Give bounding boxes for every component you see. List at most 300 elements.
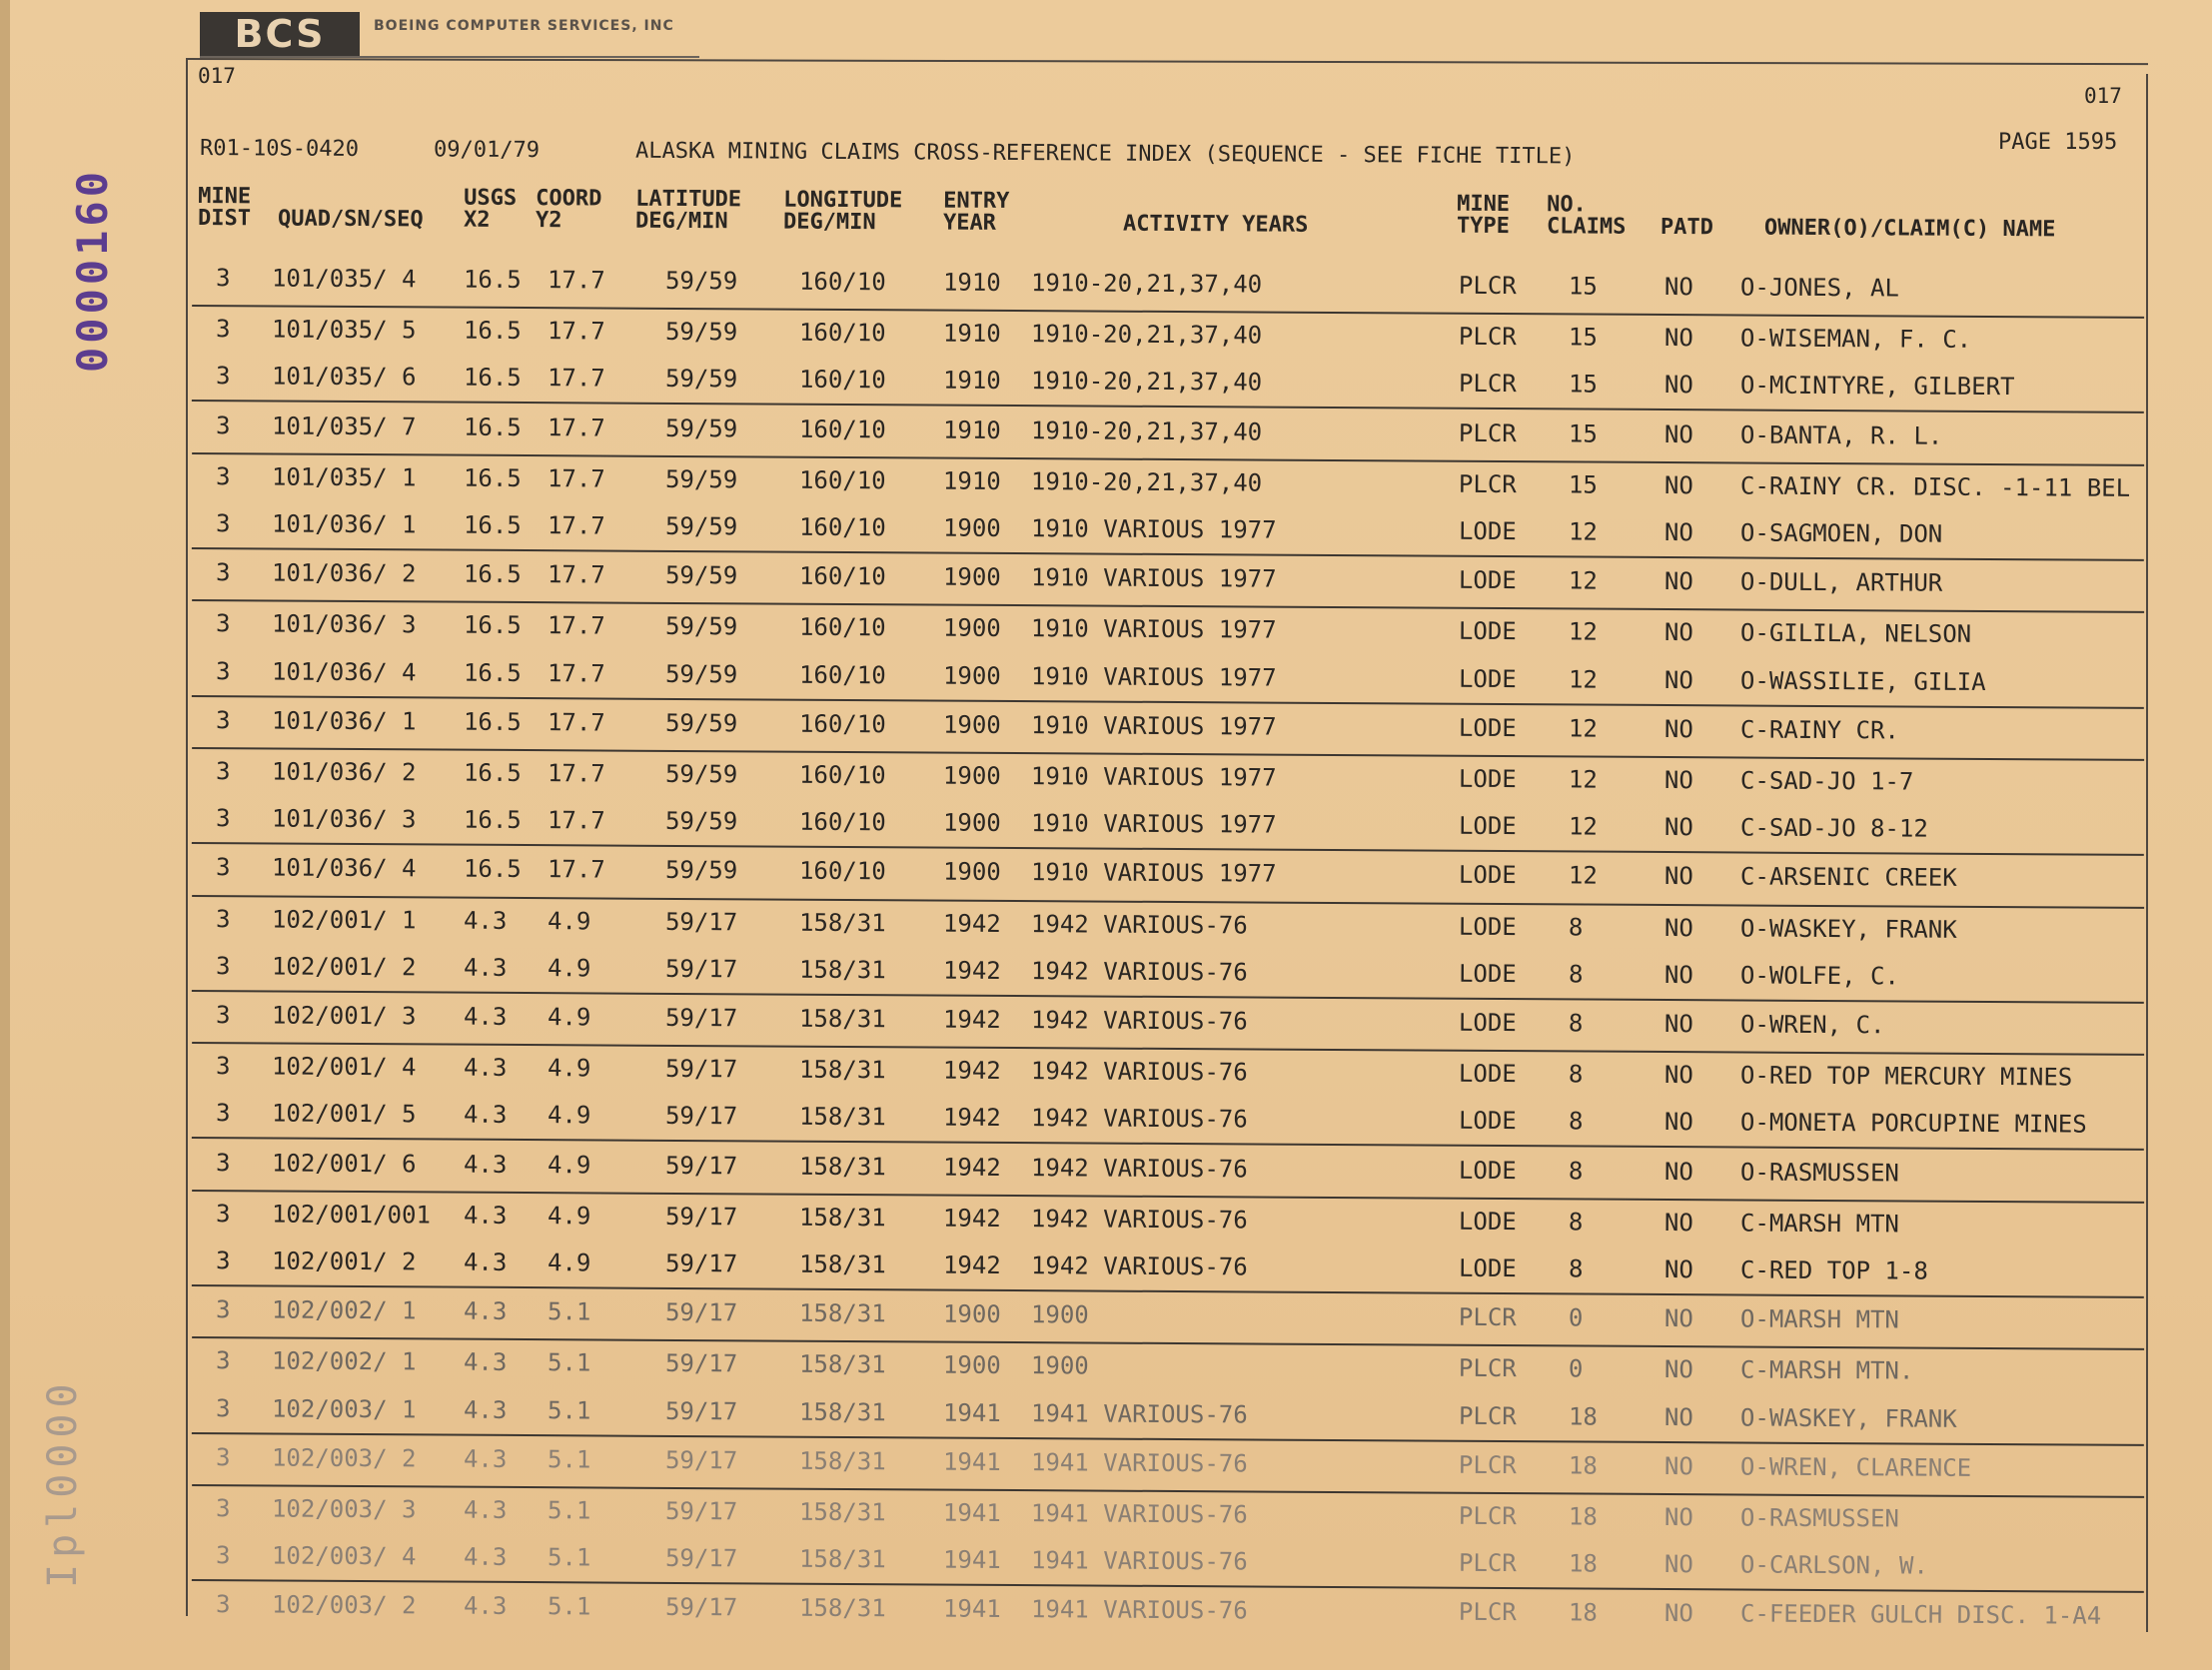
row-longitude: 158/31 [798,955,886,985]
row-quad: 101/036/ 2 [271,558,417,588]
row-latitude: 59/59 [664,414,738,442]
row-owner: O-WASSILIE, GILIA [1739,666,1986,696]
row-quad: 102/003/ 2 [271,1590,417,1620]
row-activity: 1910 VARIOUS 1977 [1030,661,1277,692]
row-coord-y2: 4.9 [547,1249,591,1277]
row-quad: 101/036/ 2 [271,757,417,787]
row-usgs-x2: 16.5 [463,559,522,589]
row-longitude: 158/31 [798,1298,886,1328]
row-mine-dist: 3 [215,1541,231,1570]
row-quad: 101/035/ 5 [271,315,417,345]
row-mine-type: PLCR [1458,1548,1517,1578]
row-mine-dist: 3 [215,609,231,638]
row-mine-type: LODE [1458,516,1517,546]
row-quad: 102/001/ 2 [271,1247,417,1276]
row-owner: C-FEEDER GULCH DISC. 1-A4 [1739,1599,2102,1631]
row-owner: O-MARSH MTN [1739,1304,1900,1334]
row-usgs-x2: 4.3 [463,1348,508,1377]
row-mine-dist: 3 [215,461,231,491]
row-patd: NO [1663,470,1693,499]
row-mine-type: PLCR [1458,322,1517,352]
row-longitude: 160/10 [798,709,886,739]
row-owner: C-RED TOP 1-8 [1739,1255,1928,1285]
row-owner: O-WREN, C. [1739,1010,1885,1040]
frame-border-top [186,58,2148,65]
row-mine-type: PLCR [1458,1450,1517,1479]
row-mine-dist: 3 [215,951,231,981]
row-owner: C-MARSH MTN [1739,1209,1900,1239]
row-quad: 102/001/ 4 [271,1052,417,1082]
row-patd: NO [1663,1503,1693,1532]
row-mine-dist: 3 [215,1099,231,1128]
row-mine-dist: 3 [215,1393,231,1422]
row-usgs-x2: 4.3 [463,1150,508,1179]
row-mine-type: PLCR [1458,370,1517,399]
row-claims: 18 [1568,1451,1598,1480]
row-coord-y2: 17.7 [547,759,605,788]
row-mine-dist: 3 [215,1590,231,1619]
row-activity: 1910 VARIOUS 1977 [1030,563,1277,593]
frame-number-right: 017 [2084,84,2122,108]
row-mine-dist: 3 [215,1247,231,1275]
row-patd: NO [1663,567,1693,596]
row-mine-type: LODE [1458,1008,1517,1038]
row-entry-year: 1942 [942,1005,1001,1034]
row-activity: 1941 VARIOUS-76 [1030,1447,1248,1478]
row-mine-dist: 3 [215,1001,231,1030]
row-mine-dist: 3 [215,757,231,786]
row-patd: NO [1663,324,1693,353]
row-entry-year: 1942 [942,1103,1001,1133]
row-coord-y2: 4.9 [547,1201,591,1231]
page-number: PAGE 1595 [1998,130,2118,155]
row-quad: 102/001/001 [271,1200,432,1230]
row-mine-dist: 3 [215,411,231,439]
row-owner: C-RAINY CR. [1739,715,1900,745]
row-activity: 1910 VARIOUS 1977 [1030,762,1277,792]
report-title: ALASKA MINING CLAIMS CROSS-REFERENCE INDEX (SEQUENCE - SEE FICHE TITLE) [634,138,1576,170]
row-usgs-x2: 16.5 [463,658,522,687]
row-usgs-x2: 16.5 [463,707,522,736]
col-usgs-x2: USGS X2 [463,185,518,233]
row-mine-type: LODE [1458,811,1517,841]
row-quad: 102/001/ 3 [271,1001,417,1031]
row-patd: NO [1663,665,1693,694]
row-activity: 1900 [1030,1351,1089,1380]
row-coord-y2: 5.1 [547,1592,591,1621]
row-patd: NO [1663,518,1693,547]
row-longitude: 160/10 [798,415,886,443]
row-patd: NO [1663,1550,1693,1579]
row-latitude: 59/59 [664,856,738,885]
row-activity: 1910-20,21,37,40 [1030,466,1263,497]
row-activity: 1942 VARIOUS-76 [1030,1057,1248,1087]
column-headers [196,186,2144,264]
row-mine-type: LODE [1458,664,1517,693]
row-quad: 101/036/ 1 [271,509,417,539]
row-usgs-x2: 4.3 [463,1002,508,1031]
row-latitude: 59/17 [664,1151,738,1180]
row-mine-type: LODE [1458,1253,1517,1283]
row-claims: 18 [1568,1502,1598,1531]
row-quad: 102/002/ 1 [271,1295,417,1325]
row-usgs-x2: 16.5 [463,413,522,441]
row-longitude: 160/10 [798,512,886,542]
row-quad: 102/003/ 2 [271,1443,417,1473]
row-claims: 8 [1568,1254,1584,1283]
row-activity: 1900 [1030,1300,1089,1329]
row-longitude: 158/31 [798,1350,886,1379]
row-owner: O-GILILA, NELSON [1739,618,1972,649]
row-usgs-x2: 4.3 [463,1296,508,1326]
row-mine-dist: 3 [215,1442,231,1472]
row-patd: NO [1663,766,1693,795]
row-usgs-x2: 16.5 [463,463,522,492]
row-patd: NO [1663,1402,1693,1431]
row-activity: 1941 VARIOUS-76 [1030,1398,1248,1429]
col-mine-dist: MINE DIST [197,184,252,232]
row-quad: 102/001/ 6 [271,1149,417,1178]
row-activity: 1941 VARIOUS-76 [1030,1499,1248,1529]
row-claims: 15 [1568,470,1598,499]
row-owner: O-MCINTYRE, GILBERT [1739,371,2015,402]
row-mine-dist: 3 [215,656,231,685]
row-claims: 12 [1568,714,1598,743]
row-activity: 1942 VARIOUS-76 [1030,1204,1248,1235]
row-mine-type: LODE [1458,1156,1517,1185]
row-latitude: 59/59 [664,365,738,394]
row-mine-type: PLCR [1458,469,1517,498]
row-activity: 1942 VARIOUS-76 [1030,1104,1248,1134]
row-entry-year: 1900 [942,613,1001,643]
row-latitude: 59/17 [664,1396,738,1425]
row-coord-y2: 5.1 [547,1395,591,1425]
report-id: R01-10S-0420 [199,136,360,162]
row-quad: 101/036/ 3 [271,609,417,639]
row-longitude: 160/10 [798,760,886,790]
row-quad: 101/035/ 4 [271,264,417,294]
row-coord-y2: 17.7 [547,463,605,493]
row-owner: C-ARSENIC CREEK [1739,862,1957,893]
row-coord-y2: 4.9 [547,1003,591,1032]
row-coord-y2: 17.7 [547,317,605,346]
row-usgs-x2: 4.3 [463,1201,508,1230]
row-claims: 12 [1568,617,1598,646]
row-longitude: 160/10 [798,318,886,348]
row-activity: 1910 VARIOUS 1977 [1030,514,1277,544]
row-usgs-x2: 4.3 [463,906,508,935]
row-quad: 102/003/ 1 [271,1394,417,1423]
row-owner: O-RED TOP MERCURY MINES [1739,1061,2073,1092]
row-latitude: 59/17 [664,954,738,984]
frame-number-left: 017 [198,64,236,88]
row-mine-type: LODE [1458,565,1517,595]
frame-border-right [2146,74,2148,1632]
row-claims: 0 [1568,1354,1584,1383]
row-mine-dist: 3 [215,558,231,587]
row-owner: O-SAGMOEN, DON [1739,518,1943,548]
row-claims: 18 [1568,1402,1598,1431]
row-entry-year: 1900 [942,1350,1001,1380]
row-longitude: 158/31 [798,1544,886,1574]
row-longitude: 160/10 [798,561,886,591]
film-edge [0,0,10,1670]
row-usgs-x2: 16.5 [463,805,522,835]
side-frame-stamp: 0000160 [68,167,117,373]
row-owner: O-JONES, AL [1739,273,1900,303]
row-patd: NO [1663,714,1693,743]
row-mine-type: PLCR [1458,1501,1517,1531]
row-entry-year: 1942 [942,956,1001,985]
row-patd: NO [1663,1304,1693,1333]
row-quad: 101/036/ 1 [271,706,417,736]
col-quad: QUAD/SN/SEQ [277,206,424,233]
row-latitude: 59/59 [664,759,738,789]
row-activity: 1910 VARIOUS 1977 [1030,809,1277,839]
row-usgs-x2: 16.5 [463,265,522,295]
row-patd: NO [1663,371,1693,400]
row-activity: 1942 VARIOUS-76 [1030,956,1248,987]
row-claims: 12 [1568,665,1598,694]
row-coord-y2: 17.7 [547,511,605,540]
row-quad: 101/036/ 3 [271,804,417,834]
row-latitude: 59/59 [664,266,738,296]
row-claims: 12 [1568,566,1598,595]
row-latitude: 59/17 [664,1003,738,1033]
row-quad: 102/003/ 4 [271,1541,417,1571]
row-quad: 102/001/ 2 [271,952,417,982]
row-entry-year: 1942 [942,1204,1001,1233]
row-mine-dist: 3 [215,1199,231,1229]
row-usgs-x2: 4.3 [463,953,508,982]
row-usgs-x2: 16.5 [463,364,522,393]
row-patd: NO [1663,813,1693,842]
row-latitude: 59/59 [664,612,738,641]
row-claims: 8 [1568,1009,1584,1038]
col-owner: OWNER(O)/CLAIM(C) NAME [1763,215,2056,243]
row-longitude: 158/31 [798,1594,886,1623]
row-claims: 8 [1568,960,1584,989]
bcs-logo: BCS [200,12,360,56]
row-latitude: 59/59 [664,318,738,347]
row-claims: 8 [1568,1157,1584,1186]
row-entry-year: 1942 [942,1251,1001,1279]
row-coord-y2: 4.9 [547,1054,591,1083]
row-quad: 102/002/ 1 [271,1346,417,1376]
row-owner: C-SAD-JO 8-12 [1739,813,1928,843]
row-patd: NO [1663,1108,1693,1137]
row-latitude: 59/59 [664,464,738,494]
row-usgs-x2: 16.5 [463,855,522,884]
row-mine-type: PLCR [1458,1598,1517,1627]
row-activity: 1942 VARIOUS-76 [1030,1252,1248,1281]
row-latitude: 59/59 [664,708,738,738]
row-entry-year: 1941 [942,1545,1001,1575]
row-owner: O-DULL, ARTHUR [1739,567,1943,597]
row-coord-y2: 17.7 [547,611,605,640]
row-entry-year: 1900 [942,562,1001,592]
row-activity: 1942 VARIOUS-76 [1030,1153,1248,1184]
row-usgs-x2: 4.3 [463,1053,508,1083]
report-date: 09/01/79 [433,137,541,164]
row-usgs-x2: 16.5 [463,510,522,540]
col-longitude: LONGITUDE DEG/MIN [782,187,903,236]
row-owner: O-WASKEY, FRANK [1739,1403,1957,1433]
row-owner: O-WOLFE, C. [1739,961,1900,991]
row-latitude: 59/17 [664,1445,738,1475]
row-entry-year: 1942 [942,1153,1001,1182]
row-coord-y2: 17.7 [547,413,605,442]
row-quad: 102/001/ 1 [271,905,417,934]
row-latitude: 59/17 [664,1496,738,1526]
row-coord-y2: 5.1 [547,1496,591,1525]
row-longitude: 158/31 [798,1497,886,1527]
row-longitude: 160/10 [798,613,886,642]
row-claims: 8 [1568,1107,1584,1136]
row-longitude: 160/10 [798,267,886,297]
row-coord-y2: 4.9 [547,1150,591,1180]
row-latitude: 59/59 [664,561,738,590]
row-owner: C-RAINY CR. DISC. -1-11 BEL [1739,471,2131,502]
row-quad: 101/035/ 6 [271,362,417,392]
row-claims: 8 [1568,913,1584,942]
row-entry-year: 1941 [942,1447,1001,1476]
row-entry-year: 1942 [942,909,1001,938]
row-latitude: 59/17 [664,907,738,936]
row-latitude: 59/17 [664,1202,738,1232]
row-patd: NO [1663,960,1693,989]
row-quad: 101/035/ 7 [271,412,417,440]
row-activity: 1941 VARIOUS-76 [1030,1595,1248,1625]
row-longitude: 160/10 [798,465,886,495]
row-coord-y2: 17.7 [547,560,605,589]
row-owner: O-RASMUSSEN [1739,1158,1900,1188]
row-mine-dist: 3 [215,1346,231,1375]
row-latitude: 59/17 [664,1349,738,1378]
row-mine-type: LODE [1458,1059,1517,1089]
table-row [192,256,2144,314]
row-claims: 8 [1568,1208,1584,1237]
row-usgs-x2: 4.3 [463,1395,508,1424]
row-mine-type: LODE [1458,713,1517,742]
row-longitude: 158/31 [798,1103,886,1132]
row-coord-y2: 17.7 [547,707,605,737]
row-activity: 1941 VARIOUS-76 [1030,1546,1248,1576]
row-usgs-x2: 4.3 [463,1495,508,1524]
row-usgs-x2: 16.5 [463,611,522,640]
row-mine-dist: 3 [215,1295,231,1324]
row-entry-year: 1910 [942,268,1001,297]
row-owner: O-WREN, CLARENCE [1739,1452,1972,1482]
row-claims: 12 [1568,861,1598,890]
row-quad: 102/003/ 3 [271,1494,417,1524]
row-activity: 1910 VARIOUS 1977 [1030,710,1277,741]
row-quad: 101/035/ 1 [271,462,417,492]
row-latitude: 59/17 [664,1593,738,1622]
company-name: BOEING COMPUTER SERVICES, INC [374,18,674,34]
row-latitude: 59/17 [664,1544,738,1573]
row-latitude: 59/59 [664,807,738,836]
row-mine-type: LODE [1458,764,1517,794]
row-longitude: 158/31 [798,1004,886,1034]
row-longitude: 160/10 [798,857,886,886]
row-mine-type: LODE [1458,1207,1517,1236]
row-mine-dist: 3 [215,264,231,293]
row-latitude: 59/17 [664,1055,738,1084]
row-claims: 15 [1568,419,1598,448]
row-owner: O-WASKEY, FRANK [1739,914,1957,944]
row-patd: NO [1663,1451,1693,1480]
row-owner: O-WISEMAN, F. C. [1739,324,1972,355]
row-coord-y2: 17.7 [547,806,605,835]
row-latitude: 59/59 [664,511,738,541]
row-mine-type: PLCR [1458,1302,1517,1332]
row-coord-y2: 5.1 [547,1297,591,1326]
col-claims: NO. CLAIMS [1546,192,1627,240]
row-coord-y2: 17.7 [547,266,605,295]
row-mine-dist: 3 [215,705,231,735]
row-claims: 15 [1568,323,1598,352]
row-entry-year: 1900 [942,761,1001,790]
row-latitude: 59/59 [664,659,738,688]
row-activity: 1910 VARIOUS 1977 [1030,858,1277,889]
row-claims: 15 [1568,272,1598,301]
row-owner: O-CARLSON, W. [1739,1550,1928,1580]
row-patd: NO [1663,1061,1693,1090]
row-entry-year: 1942 [942,1056,1001,1086]
row-mine-dist: 3 [215,904,231,933]
row-entry-year: 1910 [942,319,1001,349]
row-mine-type: LODE [1458,959,1517,988]
row-patd: NO [1663,273,1693,302]
row-activity: 1942 VARIOUS-76 [1030,1006,1248,1036]
table-row [192,404,2144,461]
row-patd: NO [1663,1255,1693,1284]
row-activity: 1910-20,21,37,40 [1030,367,1263,397]
row-mine-dist: 3 [215,315,231,344]
row-activity: 1910-20,21,37,40 [1030,269,1263,299]
row-mine-type: PLCR [1458,1401,1517,1430]
row-quad: 101/036/ 4 [271,657,417,686]
row-mine-dist: 3 [215,1148,231,1177]
row-coord-y2: 17.7 [547,658,605,688]
row-entry-year: 1910 [942,416,1001,444]
row-longitude: 158/31 [798,908,886,937]
frame-border-left [186,58,188,1616]
row-patd: NO [1663,1355,1693,1384]
row-claims: 12 [1568,517,1598,546]
row-activity: 1942 VARIOUS-76 [1030,909,1248,940]
row-claims: 0 [1568,1303,1584,1332]
row-latitude: 59/17 [664,1102,738,1131]
row-claims: 8 [1568,1060,1584,1089]
row-coord-y2: 4.9 [547,1101,591,1130]
row-longitude: 158/31 [798,1152,886,1181]
row-activity: 1910-20,21,37,40 [1030,416,1263,446]
row-claims: 15 [1568,370,1598,399]
row-mine-type: PLCR [1458,1354,1517,1383]
row-entry-year: 1900 [942,857,1001,887]
row-mine-type: LODE [1458,1107,1517,1136]
row-usgs-x2: 4.3 [463,1444,508,1473]
row-usgs-x2: 4.3 [463,1542,508,1572]
row-patd: NO [1663,618,1693,647]
row-patd: NO [1663,419,1693,448]
row-entry-year: 1941 [942,1498,1001,1527]
row-mine-type: PLCR [1458,418,1517,447]
row-longitude: 160/10 [798,660,886,689]
row-activity: 1910-20,21,37,40 [1030,320,1263,350]
